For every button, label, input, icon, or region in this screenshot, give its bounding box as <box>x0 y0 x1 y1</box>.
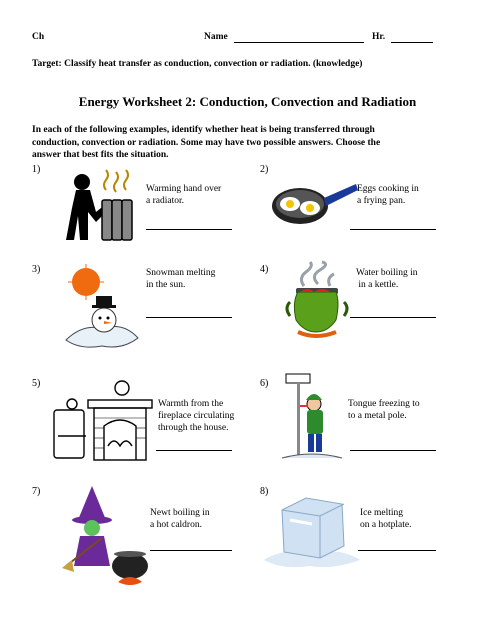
caption-line: Tongue freezing to <box>348 399 420 409</box>
name-label: Name <box>204 32 228 42</box>
sun-snowman-icon <box>62 264 142 352</box>
item-caption <box>150 507 210 531</box>
item-number: 6) <box>260 378 269 389</box>
answer-blank[interactable] <box>146 317 232 318</box>
caption-line: Eggs cooking in <box>357 184 419 194</box>
item-number: 5) <box>32 378 41 389</box>
item-caption <box>357 183 419 207</box>
witch-caldron-icon <box>62 486 158 590</box>
answer-blank[interactable] <box>350 317 436 318</box>
name-field[interactable] <box>234 42 364 43</box>
instructions-line: answer that best fits the situation. <box>32 150 169 160</box>
item-caption <box>356 267 418 291</box>
answer-blank[interactable] <box>146 229 232 230</box>
item-caption <box>360 507 411 531</box>
target-statement: Target: Classify heat transfer as conduction, convection or radiation. (knowledge) <box>32 59 363 69</box>
page-title: Energy Worksheet 2: Conduction, Convection and Radiation <box>78 94 417 109</box>
item-number: 8) <box>260 486 269 497</box>
caption-line: Snowman melting <box>146 268 216 278</box>
hour-label: Hr. <box>372 32 386 42</box>
caption-line: fireplace circulating <box>158 411 235 421</box>
instructions-line: conduction, convection or radiation. Some may have two possible answers. Choose the <box>32 137 381 148</box>
caption-line: Newt boiling in <box>150 508 210 518</box>
caption-line: in a kettle. <box>356 280 399 290</box>
item-caption <box>348 398 420 422</box>
caption-line: through the house. <box>158 423 229 433</box>
answer-blank[interactable] <box>350 450 436 451</box>
item-number: 2) <box>260 164 269 175</box>
caption-line: Warming hand over <box>146 184 222 194</box>
instructions <box>32 124 472 162</box>
answer-blank[interactable] <box>150 550 232 551</box>
person-radiator-icon <box>66 168 136 246</box>
item-number: 4) <box>260 264 269 275</box>
fireplace-icon <box>52 376 156 462</box>
chapter-label: Ch <box>32 32 45 42</box>
caption-line: a radiator. <box>146 196 184 206</box>
caption-line: a hot caldron. <box>150 520 202 530</box>
item-number: 7) <box>32 486 41 497</box>
answer-blank[interactable] <box>156 450 232 451</box>
answer-blank[interactable] <box>358 550 436 551</box>
frying-pan-eggs-icon <box>270 180 358 230</box>
hour-field[interactable] <box>391 42 433 43</box>
caption-line: on a hotplate. <box>360 520 412 530</box>
caption-line: Warmth from the <box>158 399 224 409</box>
caption-line: Water boiling in <box>356 268 418 278</box>
boiling-kettle-icon <box>284 262 354 342</box>
caption-line: in the sun. <box>146 280 186 290</box>
pole-child-icon <box>282 370 344 462</box>
answer-blank[interactable] <box>350 229 436 230</box>
item-number: 1) <box>32 164 41 175</box>
caption-line: a frying pan. <box>357 196 406 206</box>
item-caption <box>158 398 234 434</box>
caption-line: to a metal pole. <box>348 411 407 421</box>
item-caption <box>146 267 215 291</box>
ice-cube-icon <box>262 490 362 570</box>
item-caption <box>146 183 221 207</box>
caption-line: Ice melting <box>360 508 403 518</box>
item-number: 3) <box>32 264 41 275</box>
instructions-line: In each of the following examples, identify whether heat is being transferred through <box>32 125 375 135</box>
